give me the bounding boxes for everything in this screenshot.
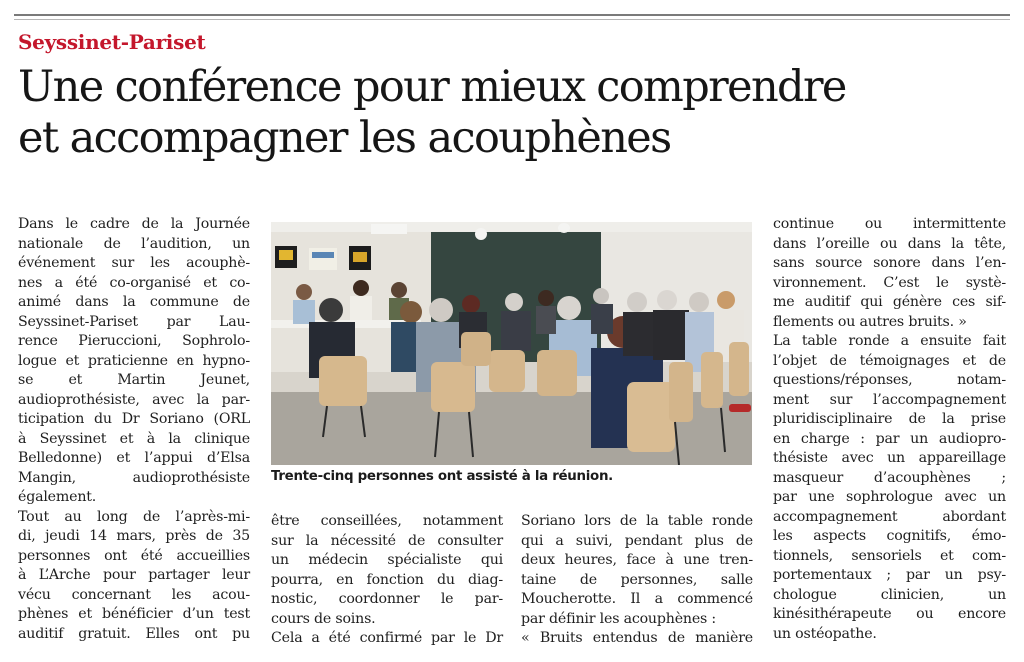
text-line: continue ou intermittente xyxy=(773,216,1006,232)
text-line: en charge : par un audiopro- xyxy=(773,430,1006,447)
text-line: les aspects cognitifs, émo- xyxy=(773,528,1006,544)
text-line: rence Pieruccioni, Sophrolo- xyxy=(18,333,250,349)
text-line: thésiste avec un appareillage xyxy=(773,450,1006,466)
text-line: Moucherotte. Il a commencé xyxy=(521,591,753,607)
text-line: Dans le cadre de la Journée xyxy=(18,216,250,232)
text-line: chologue clinicien, un xyxy=(773,586,1006,603)
article-photo xyxy=(271,222,752,465)
text-line: l’objet de témoignages et de xyxy=(773,352,1006,369)
headline xyxy=(18,62,1018,164)
text-line: pluridisciplinaire de la prise xyxy=(773,411,1006,427)
location-kicker: Seyssinet-Pariset xyxy=(18,30,206,54)
text-line: deux heures, face à une tren- xyxy=(521,552,753,568)
headline-line: et accompagner les acouphènes xyxy=(18,113,671,163)
text-line: accompagnement abordant xyxy=(773,508,1006,525)
text-line: phènes et bénéficier d’un test xyxy=(18,606,250,622)
text-line: ticipation du Dr Soriano (ORL xyxy=(18,411,250,427)
headline-line: Une conférence pour mieux comprendre xyxy=(18,62,846,112)
text-line: Tout au long de l’après-mi- xyxy=(18,508,250,525)
text-line: masqueur d’acouphènes ; xyxy=(773,469,1006,486)
text-line: pourra, en fonction du diag- xyxy=(271,571,503,588)
text-line: di, jeudi 14 mars, près de 35 xyxy=(18,528,250,544)
text-line: également. xyxy=(18,489,97,505)
text-line: nes a été co-organisé et co- xyxy=(18,274,250,291)
text-line: un ostéopathe. xyxy=(773,625,877,642)
text-line: sans source sonore dans l’en- xyxy=(773,255,1006,271)
text-line: auditif gratuit. Elles ont pu xyxy=(18,625,250,642)
text-line: événement sur les acouphè- xyxy=(18,255,250,271)
text-line: logue et praticienne en hypno- xyxy=(18,352,250,369)
conference-room-photo xyxy=(271,222,752,465)
text-line: Cela a été confirmé par le Dr xyxy=(271,630,503,646)
text-line: par une sophrologue avec un xyxy=(773,489,1006,505)
text-line: Soriano lors de la table ronde xyxy=(521,513,753,529)
text-line: se et Martin Jeunet, xyxy=(18,372,250,388)
text-line: par définir les acouphènes : xyxy=(521,610,716,627)
text-line: dans l’oreille ou dans la tête, xyxy=(773,235,1006,252)
text-line: nostic, coordonner le par- xyxy=(271,591,503,607)
text-column-3 xyxy=(521,512,753,649)
text-line: flements ou autres bruits. » xyxy=(773,313,967,330)
text-column-2 xyxy=(271,512,503,649)
text-line: vécu concernant les acou- xyxy=(18,586,250,603)
top-rule xyxy=(14,14,1010,16)
text-line: portementaux ; par un psy- xyxy=(773,567,1006,583)
text-line: un médecin spécialiste qui xyxy=(271,552,503,568)
text-line: cours de soins. xyxy=(271,610,376,627)
text-line: Seyssinet-Pariset par Lau- xyxy=(18,313,250,330)
text-line: être conseillées, notamment xyxy=(271,513,503,529)
text-line: à Seyssinet et à la clinique xyxy=(18,430,250,447)
text-line: Mangin, audioprothésiste xyxy=(18,469,250,486)
text-line: à L’Arche pour partager leur xyxy=(18,567,250,583)
text-line: taine de personnes, salle xyxy=(521,571,753,588)
text-line: « Bruits entendus de manière xyxy=(521,630,753,646)
text-line: animé dans la commune de xyxy=(18,294,250,310)
text-line: ment sur l’accompagnement xyxy=(773,391,1006,408)
photo-caption: Trente-cinq personnes ont assisté à la réunion. xyxy=(271,469,613,484)
text-line: nationale de l’audition, un xyxy=(18,235,250,252)
text-line: kinésithérapeute ou encore xyxy=(773,606,1006,622)
text-line: me auditif qui génère ces sif- xyxy=(773,294,1006,310)
text-line: qui a suivi, pendant plus de xyxy=(521,532,753,549)
text-line: tionnels, sensoriels et com- xyxy=(773,547,1006,564)
text-line: sur la nécessité de consulter xyxy=(271,532,503,549)
text-column-4 xyxy=(773,215,1006,644)
top-rule-thin xyxy=(14,19,1010,20)
text-line: vironnement. C’est le systè- xyxy=(773,274,1006,291)
text-line: La table ronde a ensuite fait xyxy=(773,333,1006,349)
text-column-1 xyxy=(18,215,250,644)
text-line: questions/réponses, notam- xyxy=(773,372,1006,388)
text-line: personnes ont été accueillies xyxy=(18,547,250,564)
text-line: Belledonne) et l’appui d’Elsa xyxy=(18,450,250,466)
text-line: audioprothésiste, avec la par- xyxy=(18,391,250,408)
